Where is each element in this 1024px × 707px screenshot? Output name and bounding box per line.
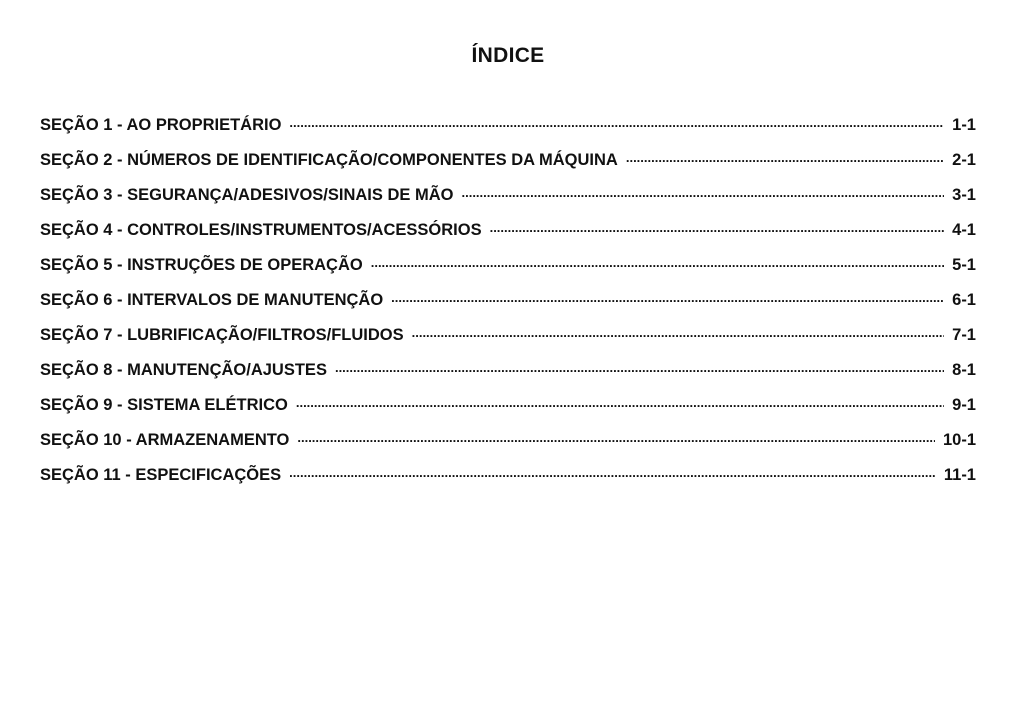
toc-entry-label: SEÇÃO 7 - LUBRIFICAÇÃO/FILTROS/FLUIDOS — [40, 326, 404, 344]
dot-leader — [626, 151, 944, 165]
dot-leader — [289, 466, 936, 480]
toc-entry-section-11 — [40, 466, 976, 501]
toc-entry-page: 4-1 — [952, 221, 976, 239]
toc-entry-section-9 — [40, 396, 976, 431]
toc-entry-label: SEÇÃO 9 - SISTEMA ELÉTRICO — [40, 396, 288, 414]
toc-entry-page: 8-1 — [952, 361, 976, 379]
toc-entry-page: 1-1 — [952, 116, 976, 134]
toc-entry-label: SEÇÃO 11 - ESPECIFICAÇÕES — [40, 466, 282, 484]
dot-leader — [412, 326, 945, 340]
toc-entry-label: SEÇÃO 4 - CONTROLES/INSTRUMENTOS/ACESSÓRIOS — [40, 221, 482, 239]
dot-leader — [335, 361, 944, 375]
dot-leader — [461, 186, 944, 200]
toc-entry-page: 6-1 — [952, 291, 976, 309]
dot-leader — [289, 116, 944, 130]
toc-entry-section-7 — [40, 326, 976, 361]
table-of-contents — [40, 116, 976, 501]
toc-entry-label: SEÇÃO 3 - SEGURANÇA/ADESIVOS/SINAIS DE MÃO — [40, 186, 454, 204]
dot-leader — [391, 291, 944, 305]
toc-entry-section-8 — [40, 361, 976, 396]
toc-entry-section-6 — [40, 291, 976, 326]
toc-entry-label: SEÇÃO 1 - AO PROPRIETÁRIO — [40, 116, 282, 134]
page-title: ÍNDICE — [471, 44, 545, 67]
toc-entry-page: 5-1 — [952, 256, 976, 274]
toc-entry-page: 7-1 — [952, 326, 976, 344]
dot-leader — [297, 431, 935, 445]
toc-entry-page: 3-1 — [952, 186, 976, 204]
toc-entry-label: SEÇÃO 2 - NÚMEROS DE IDENTIFICAÇÃO/COMPONENTES DA MÁQUINA — [40, 151, 618, 169]
toc-entry-page: 11-1 — [943, 466, 976, 484]
toc-entry-section-5 — [40, 256, 976, 291]
toc-entry-label: SEÇÃO 5 - INSTRUÇÕES DE OPERAÇÃO — [40, 256, 363, 274]
toc-entry-label: SEÇÃO 8 - MANUTENÇÃO/AJUSTES — [40, 361, 327, 379]
toc-entry-section-1 — [40, 116, 976, 151]
toc-entry-page: 2-1 — [952, 151, 976, 169]
dot-leader — [296, 396, 944, 410]
dot-leader — [371, 256, 944, 270]
toc-entry-section-4 — [40, 221, 976, 256]
toc-entry-page: 9-1 — [952, 396, 976, 414]
toc-entry-label: SEÇÃO 10 - ARMAZENAMENTO — [40, 431, 290, 449]
toc-entry-section-3 — [40, 186, 976, 221]
dot-leader — [490, 221, 945, 235]
toc-entry-label: SEÇÃO 6 - INTERVALOS DE MANUTENÇÃO — [40, 291, 384, 309]
toc-entry-page: 10-1 — [942, 431, 976, 449]
toc-entry-section-2 — [40, 151, 976, 186]
toc-entry-section-10 — [40, 431, 976, 466]
